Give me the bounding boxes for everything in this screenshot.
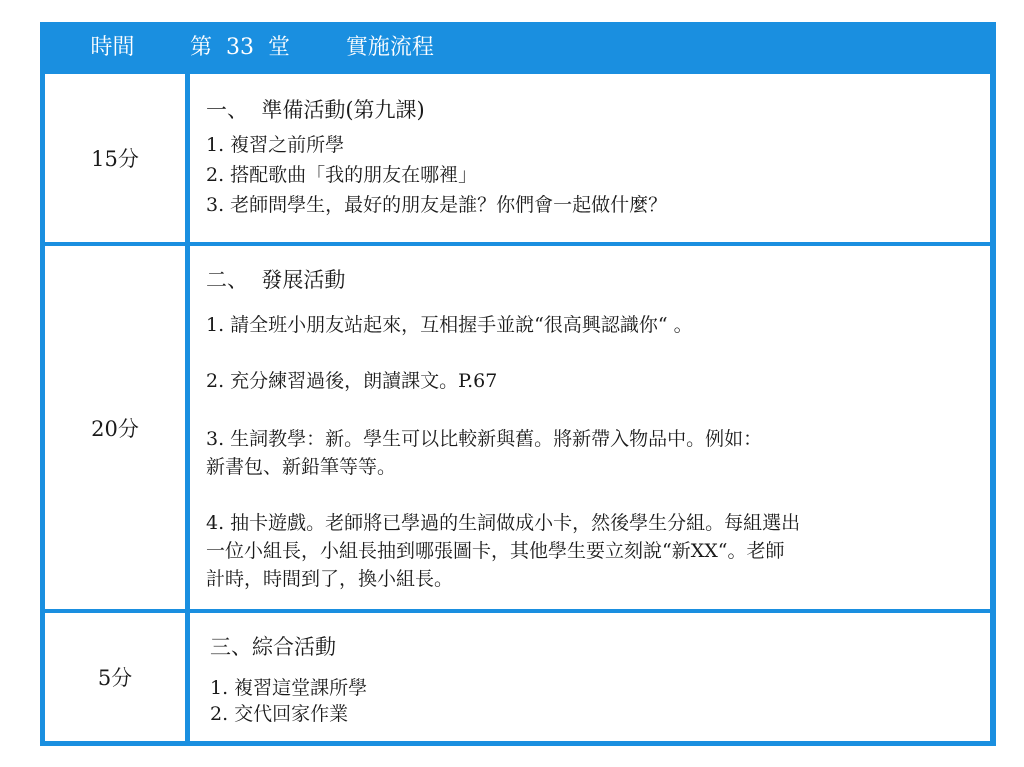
row-1-time: 15分	[91, 147, 139, 171]
row-1-section-title: 一、 準備活動(第九課)	[206, 98, 425, 122]
row-3-item: 2. 交代回家作業	[210, 703, 349, 725]
row-3-section-title: 三、綜合活動	[210, 635, 336, 659]
row-2-time: 20分	[91, 416, 139, 441]
row-2-item: 3. 生詞教學：新。學生可以比較新與舊。將新帶入物品中。例如：	[206, 428, 763, 450]
row-2-item: 計時，時間到了，換小組長。	[206, 568, 454, 590]
row-1-item: 2. 搭配歌曲「我的朋友在哪裡」	[206, 164, 478, 186]
row-3-content-cell	[190, 613, 990, 741]
row-2-section-title: 二、 發展活動	[206, 268, 346, 292]
row-1-item: 1. 複習之前所學	[206, 134, 345, 156]
row-3-time-cell	[45, 613, 185, 741]
row-3-item: 1. 複習這堂課所學	[210, 677, 368, 699]
row-2-content-cell	[190, 246, 990, 609]
row-2-item: 2. 充分練習過後，朗讀課文。P.67	[206, 370, 498, 392]
row-2-item: 4. 抽卡遊戲。老師將已學過的生詞做成小卡，然後學生分組。每組選出	[206, 512, 801, 534]
row-2-time-cell	[45, 246, 185, 609]
row-1-content-cell	[190, 74, 990, 242]
row-3-time: 5分	[97, 666, 133, 690]
row-1-time-cell	[45, 74, 185, 242]
header-time-label: 時間	[90, 35, 135, 60]
header-title: 第 33 堂 實施流程	[190, 35, 434, 60]
row-2-item: 新書包、新鉛筆等等。	[206, 456, 397, 478]
row-1-item: 3. 老師問學生，最好的朋友是誰？你們會一起做什麼？	[206, 194, 668, 216]
row-2-item: 1. 請全班小朋友站起來，互相握手並說“很高興認識你“ 。	[206, 314, 693, 336]
row-2-item: 一位小組長，小組長抽到哪張圖卡，其他學生要立刻說“新XX“。老師	[206, 540, 785, 562]
lesson-plan-table	[40, 22, 996, 746]
